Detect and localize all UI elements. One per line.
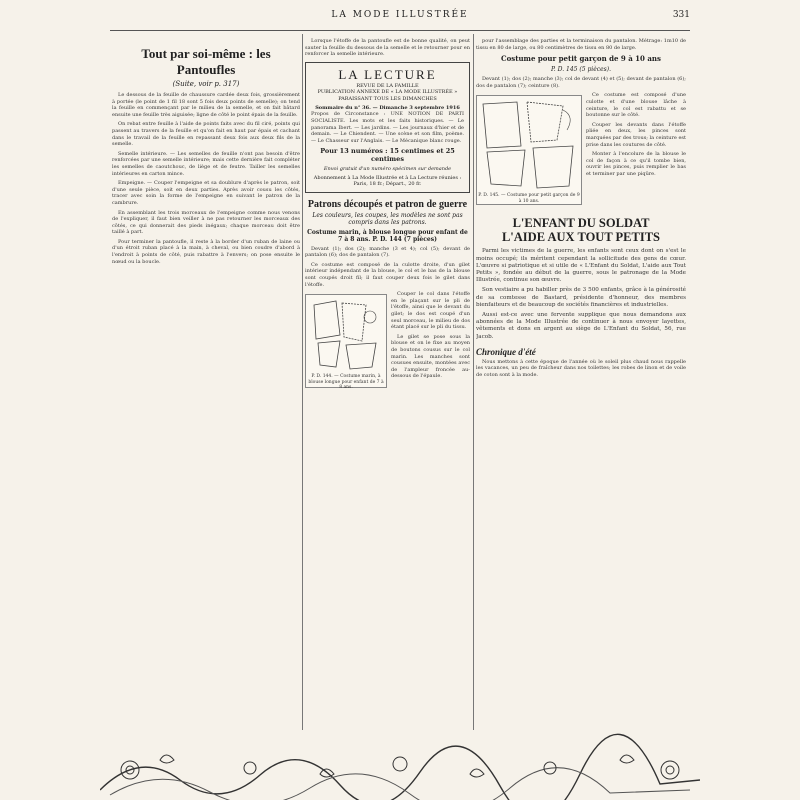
patrons-heading: Patrons découpés et patron de guerre — [307, 198, 468, 210]
paragraph: Empeigne. — Couper l'empeigne et sa doublure d'après le patron, soit d'une seule pièce, soit en deux parties. Après avoir cousu les côtés, tracer avec soin la forme de l'empeigne en suivant le patron de la cambrure. — [112, 180, 300, 206]
paragraph: Lorsque l'étoffe de la pantoufle est de bonne qualité, on peut sauter la feuille du dessous de la semelle et le retourner pour en renforcer la semelle intérieure. — [305, 38, 470, 58]
pattern-diagram — [306, 295, 386, 373]
paragraph: Nous mettons à cette époque de l'année où le soleil plus chaud nous rappelle les vacances, un peu de fraîcheur dans nos toilettes; les robes de linon et de voile de coton sont à la mode. — [476, 358, 686, 378]
page-number: 331 — [672, 10, 690, 20]
pattern-figure-145 — [476, 95, 582, 205]
lecture-line: PARAISSANT TOUS LES DIMANCHES — [338, 95, 437, 102]
article-heading-pantoufles: Tout par soi-même : les Pantoufles — [141, 46, 271, 77]
paragraph: pour l'assemblage des parties et la terminaison du pantalon. Métrage: 1m10 de tissu en 80 de large, ou 80 centimètres de tissu en 80 de large. — [476, 38, 686, 51]
lecture-line: PUBLICATION ANNEXE DE « LA MODE ILLUSTRÉE » — [317, 89, 458, 96]
paragraph: Ce costume est composé d'une culotte et d'une blouse lâche à ceinture, le col est rabattu et se boutonne sur le côté. — [586, 92, 686, 119]
paragraph: Monter à l'encolure de la blouse le col de façon à ce qu'il tombe bien, ouvrir les pinces, puis remplier le bas et terminer par une piqûre. — [586, 151, 686, 177]
column-lecture-patrons — [305, 38, 470, 728]
costume-reference: P. D. 145 (5 pièces). — [550, 66, 612, 74]
paragraph: Couper le col dans l'étoffe en le plaçant sur le pli de l'étoffe, ainsi que le devant du gilet; le dos est coupé d'un seul morceau, le milieu de dos étant placé sur le pli du tissu. — [391, 291, 470, 331]
paragraph: Semelle intérieure. — Les semelles de feuille n'ont pas besoin d'être renforcées par une semelle intérieure; mais cette dernière fait compléter les semelles de caoutchouc, de liège et de feutre. Tailler les semelles intérieures en carton mince. — [112, 150, 300, 177]
paragraph: Le dessous de la feuille de chaussure cardée deux fois, grossièrement à portée (le point de 1 fil 18 sont 5 fois deux points de semelle); on tend la feuille en commençant par le milieu de la semelle, et on fait bâtard ensuite une feuille très aiguisée; ligne de côté le point épais de la feuille. — [112, 92, 300, 118]
column-enfant-soldat — [476, 38, 686, 728]
article-subtitle: (Suite, voir p. 317) — [172, 80, 240, 88]
paragraph: Parmi les victimes de la guerre, les enfants sont ceux dont on s'est le moins occupé; ils méritent cependant la sollicitude des gens de cœur. L'œuvre si patriotique et si utile de « L'Enfant du Soldat, L'aide aux Tout Petits », fondée au début de la guerre, sous le patronage de la Mode Illustrée, continue son œuvre. — [476, 248, 686, 284]
heading-line: L'AIDE AUX TOUT PETITS — [501, 230, 661, 245]
lecture-body: Propos de Circonstance : UNE NOTION DE PARTI SOCIALISTE. Les mots et les faits historiques. — Le panorama Ibert. — Les jardins. — Les journaux d'hier et de demain. — Le Chiendent. — Une scène et son film, poème. — Le Chasseur sur l'Anglais. — Le Mécanique blanc rouge. — [311, 111, 464, 144]
lecture-title: LA LECTURE — [338, 66, 437, 82]
heading-line: L'ENFANT DU SOLDAT — [512, 216, 650, 231]
paragraph: En assemblant les trois morceaux de l'empeigne comme nous venons de l'expliquer, il faut bien veiller à ne pas retourner les morceaux des côtés, ce qui donnerait des pieds inégaux; chaque morceau doit être taillé à part. — [112, 209, 300, 236]
chronique-heading: Chronique d'été — [476, 346, 536, 357]
paragraph: Devant (1); dos (2); manche (3 et 4); col (5); devant de pantalon (6); dos de pantalon (7). — [305, 245, 470, 259]
lecture-advert-box — [305, 62, 470, 193]
lecture-prix: Pour 13 numéros : 15 centimes et 25 centimes — [320, 147, 455, 164]
paragraph: Son vestiaire a pu habiller près de 3 500 enfants, grâce à la générosité de sa comtesse de Bastard, présidente d'honneur, des membres bienfaiteurs et de beaucoup de sociétés financières et industrielles. — [476, 287, 686, 308]
paragraph: Devant (1); dos (2); manche (3); col de devant (4) et (5); devant de pantalon (6); dos de pantalon (7); ceinture (8). — [476, 76, 686, 89]
costume-title: Costume marin, à blouse longue pour enfant de 7 à 8 ans. P. D. 144 (7 pièces) — [307, 228, 468, 243]
lecture-abonnement: Abonnement à La Mode Illustrée et à La Lecture réunies : Paris, 18 fr.; Départ., 20 fr. — [313, 174, 462, 188]
paragraph: On rebat entre feuille à l'aide de points faits avec du fil ciré, points qui passent au travers de la feuille et qu'on fait en haut par épais et cachant dans le travail de la feuille en repassant deux fois aux deux fils de la semelle. — [112, 121, 300, 148]
patrons-subtitle: Les couleurs, les coupes, les modèles ne sont pas compris dans les patrons. — [312, 211, 463, 226]
column-pantoufles — [112, 38, 300, 728]
paragraph: Ce costume est composé de la culotte droite, d'un gilet intérieur indépendant de la blouse, le col et le bas de la blouse sont coupés droit fil; il faut couper deux fois le gilet dans l'étoffe. — [305, 261, 470, 288]
publication-title: LA MODE ILLUSTRÉE — [331, 10, 469, 20]
figure-caption: P. D. 144. — Costume marin, à blouse longue pour enfant de 7 à 8 ans. — [308, 374, 384, 391]
paragraph: Le gilet se pose sous la blouse et on le fixe au moyen de boutons cousus sur le col marin. Les manches sont cousues ensuite, montées avec de l'ampleur froncée au-dessous de l'épaule. — [391, 333, 470, 380]
lecture-franco: Envoi gratuit d'un numéro spécimen sur demande — [323, 166, 452, 173]
masthead — [110, 8, 690, 31]
pattern-figure-144 — [305, 294, 387, 391]
paragraph: Couper les devants dans l'étoffe pliée en deux, les pinces sont marquées par des trous; la ceinture est prise dans les coutures de côté. — [586, 121, 686, 148]
column-rule-1 — [302, 34, 303, 730]
floral-border-ornament — [100, 730, 700, 800]
figure-caption: P. D. 145. — Costume pour petit garçon de 9 à 10 ans. — [478, 193, 580, 204]
lecture-sommaire: Sommaire du n° 36. — Dimanche 3 septembre 1916 — [315, 105, 460, 111]
lecture-line: REVUE DE LA FAMILLE — [356, 82, 419, 89]
paragraph: Aussi est-ce avec une fervente supplique que nous demandons aux abonnées de la Mode Illustrée de continuer à nous envoyer layettes, vêtements et dons en argent au siège de L'Enfant du Soldat, 56, rue Jacob. — [476, 312, 686, 340]
column-rule-2 — [473, 34, 474, 730]
costume-title: Costume pour petit garçon de 9 à 10 ans — [501, 54, 661, 64]
enfant-soldat-heading — [476, 216, 686, 244]
paragraph: Pour terminer la pantoufle, il reste à la border d'un ruban de laine ou d'un étroit ruban placé à la main, à cheval, ou bien coudre d'abord à l'endroit à points de côté, puis rabattre à l'envers; on pose ensuite le nœud ou la boucle. — [112, 238, 300, 265]
pattern-diagram — [477, 96, 581, 192]
